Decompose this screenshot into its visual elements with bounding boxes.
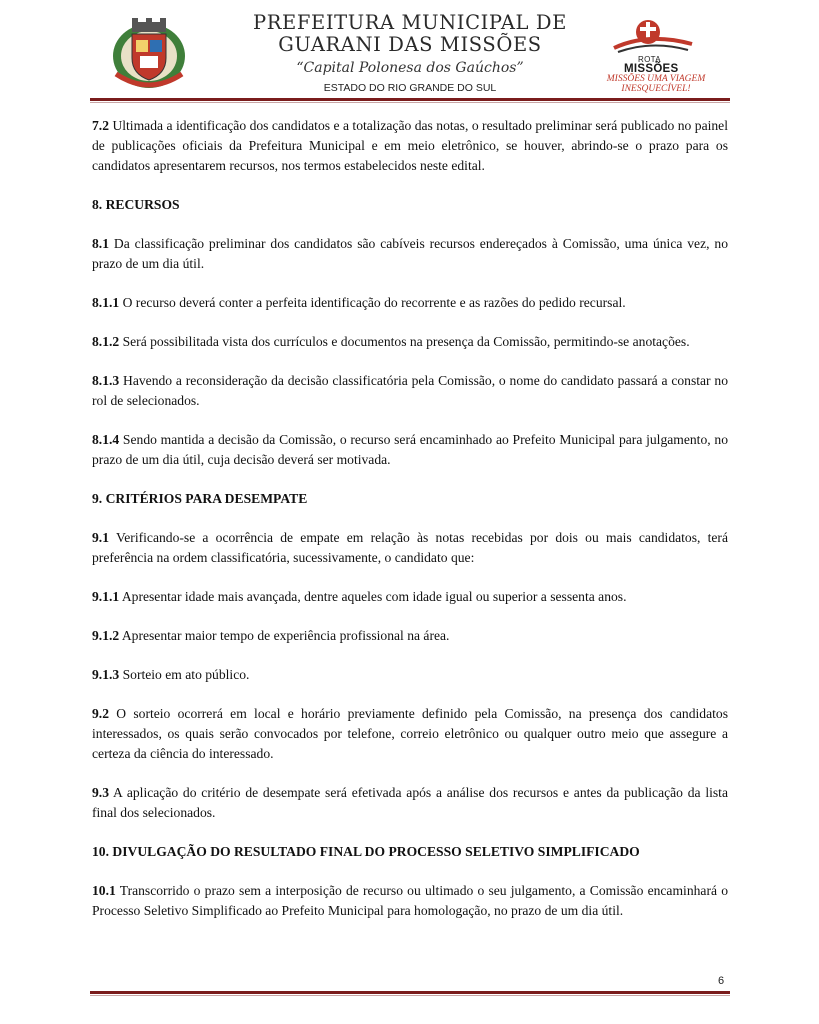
clause-number: 7.2 [92,118,109,133]
paragraph-10-1 [92,881,728,921]
footer-rule [90,991,730,994]
clause-number: 9.2 [92,706,109,721]
section-heading-8: 8. RECURSOS [92,197,180,212]
page-header [0,0,819,104]
rota-tagline-line1: MISSÕES UMA VIAGEM [606,74,706,84]
clause-number: 10.1 [92,883,116,898]
clause-text: O sorteio ocorrerá em local e horário previamente definido pela Comissão, na presença dos candidatos interessados, os quais serão convocados por telefone, correio eletrônico ou qualquer outro meio que assegure a certeza da ciência do interessado. [92,706,728,761]
clause-text: Sorteio em ato público. [119,667,250,682]
page-number: 6 [718,975,725,987]
paragraph-9-1-2 [92,626,728,646]
paragraph-8-1-1 [92,293,728,313]
clause-number: 8.1.1 [92,295,120,310]
header-title-line1: PREFEITURA MUNICIPAL DE [253,11,567,34]
paragraph-9-2 [92,704,728,764]
clause-number: 8.1 [92,236,109,251]
header-slogan: “Capital Polonesa dos Gaúchos” [296,60,524,76]
section-heading-9: 9. CRITÉRIOS PARA DESEMPATE [92,491,308,506]
rota-tagline-line2: INESQUECÍVEL! [621,84,691,94]
municipal-crest-icon [110,16,188,90]
paragraph-9-1-1 [92,587,728,607]
clause-number: 9.1.1 [92,589,120,604]
paragraph-8-1 [92,234,728,274]
clause-text: Havendo a reconsideração da decisão classificatória pela Comissão, o nome do candidato passará a constar no rol de selecionados. [92,373,728,408]
clause-text: Transcorrido o prazo sem a interposição de recurso ou ultimado o seu julgamento, a Comissão encaminhará o Processo Seletivo Simplificado ao Prefeito Municipal para homologação, no prazo de um dia útil. [92,883,728,918]
document-body [92,116,728,940]
footer-rule-thin [90,995,730,996]
rota-word-missoes: MISSÕES [624,63,679,75]
clause-text: Ultimada a identificação dos candidatos e a totalização das notas, o resultado preliminar será publicado no painel de publicações oficiais da Prefeitura Municipal e em meio eletrônico, se houver, abrindo-se o prazo para os candidatos apresentarem recursos, nos termos estabelecidos neste edital. [92,118,728,173]
header-title-block [230,12,590,96]
clause-number: 8.1.3 [92,373,120,388]
clause-number: 9.1.2 [92,628,120,643]
clause-text: Da classificação preliminar dos candidatos são cabíveis recursos endereçados à Comissão, uma única vez, no prazo de um dia útil. [92,236,728,271]
header-title-line2: GUARANI DAS MISSÕES [278,33,542,56]
header-state: ESTADO DO RIO GRANDE DO SUL [323,82,497,94]
clause-text: Apresentar maior tempo de experiência profissional na área. [119,628,450,643]
clause-number: 9.1.3 [92,667,120,682]
clause-text: A aplicação do critério de desempate será efetivada após a análise dos recursos e antes da publicação da lista final dos selecionados. [92,785,728,820]
rota-missoes-logo [596,14,716,96]
clause-number: 8.1.2 [92,334,120,349]
clause-number: 9.3 [92,785,109,800]
rota-tagline [596,74,716,94]
rota-missoes-emblem-icon [596,14,716,58]
paragraph-8-1-3 [92,371,728,411]
clause-text: Verificando-se a ocorrência de empate em relação às notas recebidas por dois ou mais candidatos, terá preferência na ordem classificatória, sucessivamente, o candidato que: [92,530,728,565]
paragraph-9-1 [92,528,728,568]
paragraph-8-1-2 [92,332,728,352]
clause-text: Sendo mantida a decisão da Comissão, o recurso será encaminhado ao Prefeito Municipal para julgamento, no prazo de um dia útil, cuja decisão deverá ser motivada. [92,432,728,467]
section-heading-10: 10. DIVULGAÇÃO DO RESULTADO FINAL DO PROCESSO SELETIVO SIMPLIFICADO [92,844,640,859]
clause-text: Apresentar idade mais avançada, dentre aqueles com idade igual ou superior a sessenta anos. [119,589,627,604]
rota-word-rota: ROTA [638,55,661,64]
paragraph-9-1-3 [92,665,728,685]
header-rule [90,98,730,101]
clause-number: 8.1.4 [92,432,120,447]
paragraph-7-2 [92,116,728,176]
clause-number: 9.1 [92,530,109,545]
header-rule-thin [90,102,730,103]
clause-text: Será possibilitada vista dos currículos e documentos na presença da Comissão, permitindo-se anotações. [119,334,690,349]
paragraph-9-3 [92,783,728,823]
paragraph-8-1-4 [92,430,728,470]
clause-text: O recurso deverá conter a perfeita identificação do recorrente e as razões do pedido recursal. [119,295,626,310]
